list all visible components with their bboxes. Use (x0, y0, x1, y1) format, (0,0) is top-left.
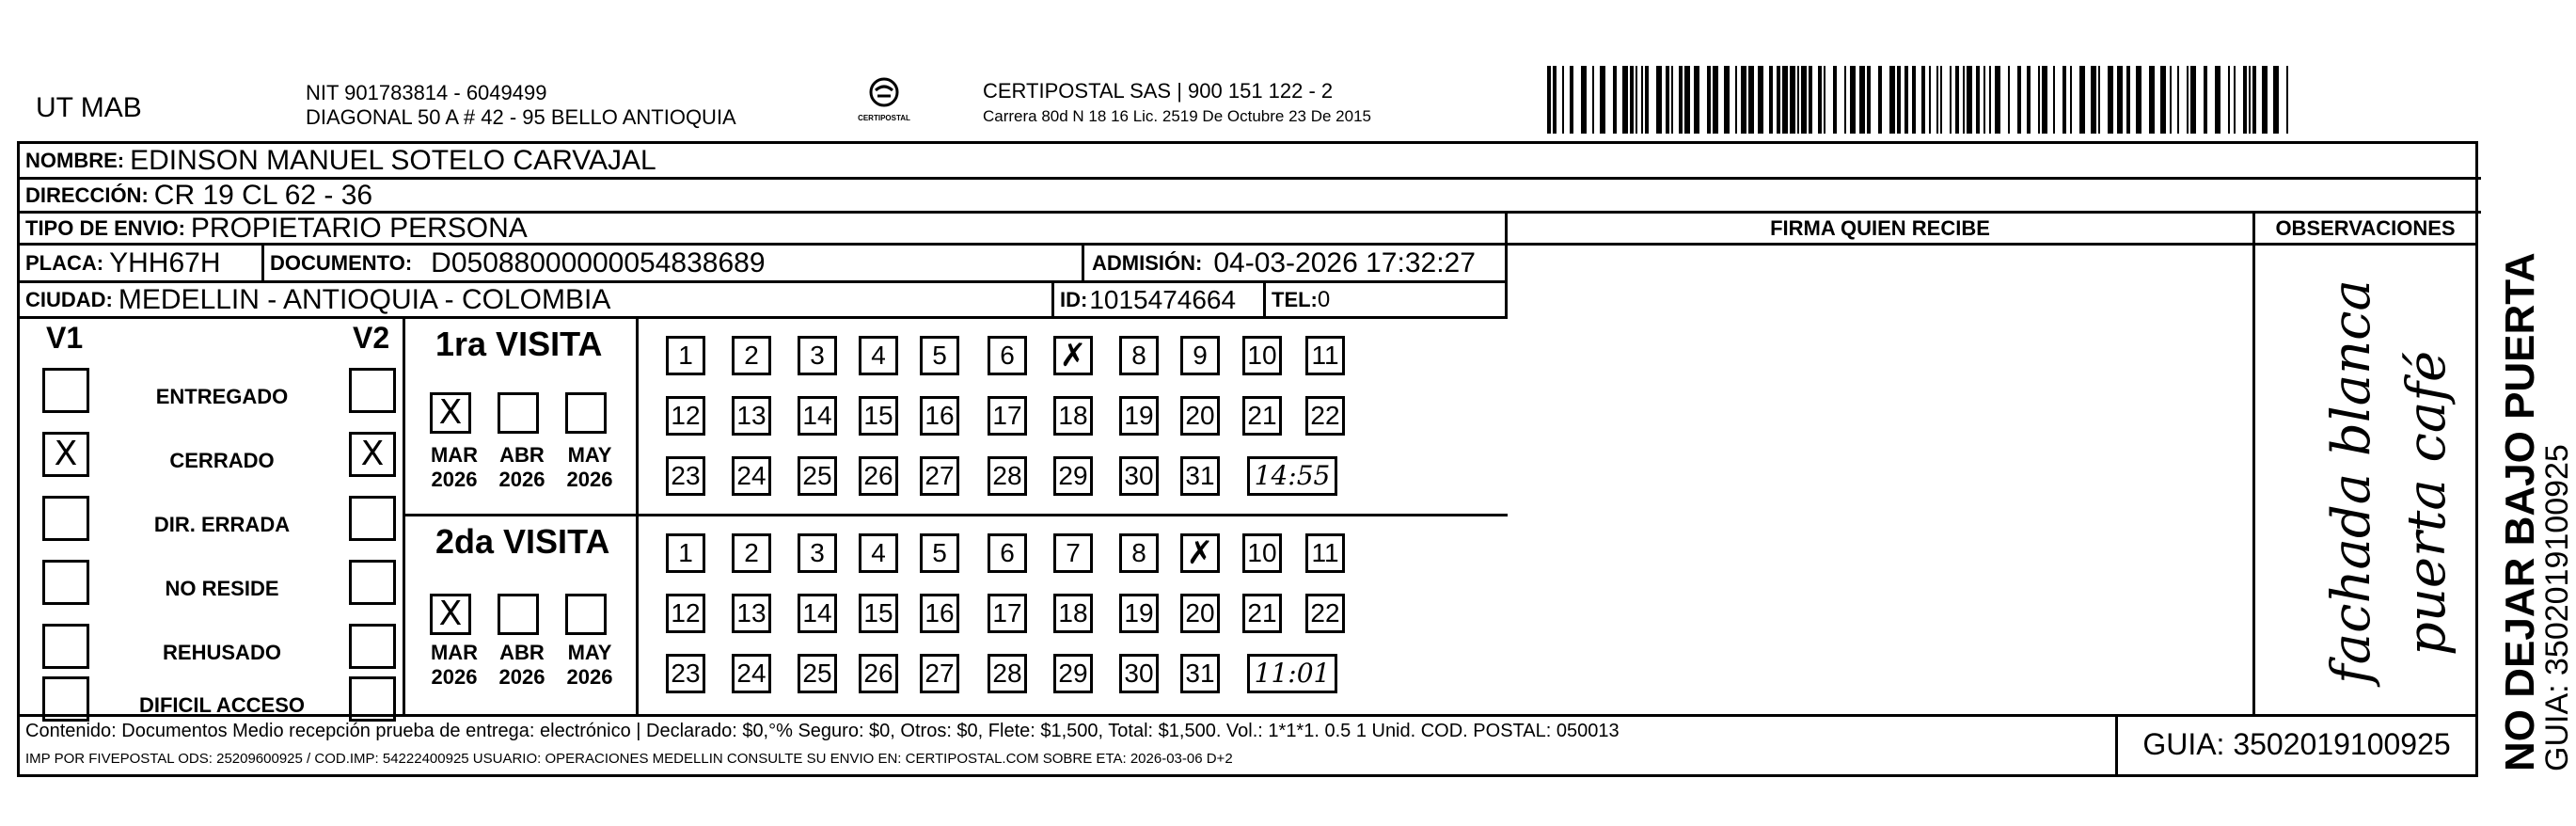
day-box[interactable]: 28 (988, 654, 1027, 693)
signature-header: FIRMA QUIEN RECIBE (1508, 214, 2252, 246)
day-box[interactable]: 31 (1180, 456, 1220, 496)
company-name: UT MAB (36, 92, 142, 123)
v1-checkbox[interactable] (42, 496, 89, 541)
admission-value: 04-03-2026 17:32:27 (1213, 246, 1476, 278)
month-name: MAY (567, 641, 612, 664)
day-box[interactable]: 15 (859, 594, 898, 633)
carrier-address: Carrera 80d N 18 16 Lic. 2519 De Octubre 23 De 2015 (983, 107, 1371, 125)
day-box[interactable]: 2 (732, 533, 771, 573)
certipostal-logo-icon (865, 77, 903, 109)
visit-time[interactable]: 11:01 (1247, 654, 1337, 693)
month-label (424, 443, 484, 492)
month-checkbox[interactable] (565, 392, 607, 434)
visits-panel (405, 319, 1508, 714)
day-box[interactable]: 12 (666, 396, 705, 436)
status-option-label: DIR. ERRADA (153, 513, 291, 536)
day-box[interactable]: 6 (988, 336, 1027, 375)
day-box[interactable]: 20 (1180, 594, 1220, 633)
plate-row: PLACA: YHH67H DOCUMENTO: D05088000000054838689 ADMISIÓN: 04-03-2026 17:32:27 (20, 246, 1508, 283)
status-option-label: REHUSADO (163, 641, 281, 664)
day-box[interactable]: 19 (1119, 396, 1159, 436)
month-year: 2026 (431, 468, 478, 491)
month-year: 2026 (566, 665, 613, 689)
day-box[interactable]: 1 (666, 533, 705, 573)
day-box[interactable]: 19 (1119, 594, 1159, 633)
day-box[interactable]: 11 (1305, 336, 1345, 375)
observation-line-2: puerta café (2396, 350, 2457, 656)
tel-value: 0 (1317, 286, 1331, 312)
day-box[interactable]: 4 (859, 533, 898, 573)
day-box[interactable]: ✗ (1180, 533, 1220, 573)
day-box[interactable]: 26 (859, 456, 898, 496)
month-checkbox[interactable] (498, 594, 539, 635)
carrier-name: CERTIPOSTAL SAS | 900 151 122 - 2 (983, 79, 1334, 103)
v2-label: V2 (353, 321, 390, 355)
day-box[interactable]: 13 (732, 594, 771, 633)
day-box[interactable]: 15 (859, 396, 898, 436)
address-row: DIRECCIÓN: CR 19 CL 62 - 36 (20, 180, 2481, 214)
month-checkbox[interactable] (565, 594, 607, 635)
day-box[interactable]: 27 (920, 456, 959, 496)
day-box[interactable]: 9 (1180, 336, 1220, 375)
plate-value: YHH67H (109, 246, 221, 278)
day-box[interactable]: 29 (1053, 456, 1093, 496)
day-box[interactable]: 24 (732, 654, 771, 693)
day-box[interactable]: 5 (920, 533, 959, 573)
name-row: NOMBRE: EDINSON MANUEL SOTELO CARVAJAL (20, 144, 2481, 180)
month-checkbox[interactable]: X (430, 392, 471, 434)
day-box[interactable]: 22 (1305, 396, 1345, 436)
month-name: MAY (567, 443, 612, 467)
day-box[interactable]: 3 (798, 533, 837, 573)
day-box[interactable]: ✗ (1053, 336, 1093, 375)
status-option-label: ENTREGADO (155, 385, 289, 408)
visit-month-panel (405, 516, 639, 714)
day-box[interactable]: 17 (988, 594, 1027, 633)
day-box[interactable]: 3 (798, 336, 837, 375)
day-box[interactable]: 7 (1053, 533, 1093, 573)
v1-checkbox[interactable] (42, 560, 89, 605)
day-box[interactable]: 18 (1053, 396, 1093, 436)
month-year: 2026 (498, 468, 545, 491)
barcode-icon (1547, 66, 2295, 134)
day-box[interactable]: 10 (1242, 336, 1282, 375)
shipping-form (17, 141, 2478, 777)
status-option-label: CERRADO (169, 449, 275, 472)
v1-checkbox[interactable] (42, 368, 89, 413)
day-box[interactable]: 24 (732, 456, 771, 496)
month-year: 2026 (566, 468, 613, 491)
signature-column (1508, 214, 2255, 714)
month-label (560, 443, 620, 492)
month-name: ABR (499, 443, 545, 467)
day-box[interactable]: 27 (920, 654, 959, 693)
day-box[interactable]: 23 (666, 654, 705, 693)
v2-checkbox[interactable] (349, 624, 396, 669)
day-box[interactable]: 1 (666, 336, 705, 375)
day-box[interactable]: 28 (988, 456, 1027, 496)
observation-line-1: fachada blanca (2321, 279, 2382, 684)
barcode (1547, 66, 2295, 134)
day-box[interactable]: 25 (798, 654, 837, 693)
visit-1 (405, 319, 1508, 516)
document-value: D05088000000054838689 (431, 246, 766, 278)
day-box[interactable]: 25 (798, 456, 837, 496)
month-label (492, 443, 552, 492)
day-box[interactable]: 26 (859, 654, 898, 693)
month-label (424, 641, 484, 690)
day-box[interactable]: 13 (732, 396, 771, 436)
v1-label: V1 (46, 321, 84, 355)
side-warning: NO DEJAR BAJO PUERTA (2497, 252, 2543, 771)
footer-guia: GUIA: 3502019100925 (2115, 717, 2475, 774)
city-row: CIUDAD: MEDELLIN - ANTIOQUIA - COLOMBIA ID: 1015474664 TEL: 0 (20, 283, 1508, 319)
day-box[interactable]: 22 (1305, 594, 1345, 633)
observations-column (2255, 214, 2475, 714)
day-box[interactable]: 18 (1053, 594, 1093, 633)
day-box[interactable]: 6 (988, 533, 1027, 573)
side-guia: GUIA: 3502019100925 (2539, 444, 2575, 771)
month-name: ABR (499, 641, 545, 664)
id-value: 1015474664 (1089, 284, 1237, 314)
month-year: 2026 (431, 665, 478, 689)
day-box[interactable]: 16 (920, 396, 959, 436)
v2-checkbox[interactable] (349, 496, 396, 541)
month-checkbox[interactable] (498, 392, 539, 434)
day-box[interactable]: 14 (798, 396, 837, 436)
footer (20, 714, 2475, 774)
footer-content: Contenido: Documentos Medio recepción prueba de entrega: electrónico | Declarado: $0,°% Seguro: $0, Otros: $0, Flete: $1,500, Total: $1,500. Vol.: 1*1*1. 0.5 1 Unid. COD. POSTAL: 050013 (25, 721, 1620, 741)
day-box[interactable]: 8 (1119, 336, 1159, 375)
company-address: DIAGONAL 50 A # 42 - 95 BELLO ANTIOQUIA (306, 105, 736, 129)
month-name: MAR (430, 443, 479, 467)
day-box[interactable]: 14 (798, 594, 837, 633)
visit-2 (405, 516, 1508, 714)
visit-title: 1ra VISITA (435, 325, 603, 363)
v1-checkbox[interactable]: X (42, 432, 89, 477)
day-box[interactable]: 30 (1119, 654, 1159, 693)
day-box[interactable]: 5 (920, 336, 959, 375)
day-box[interactable]: 11 (1305, 533, 1345, 573)
v2-checkbox[interactable] (349, 368, 396, 413)
day-box[interactable]: 8 (1119, 533, 1159, 573)
month-checkbox[interactable]: X (430, 594, 471, 635)
day-box[interactable]: 17 (988, 396, 1027, 436)
v2-checkbox[interactable]: X (349, 432, 396, 477)
recipient-name: EDINSON MANUEL SOTELO CARVAJAL (130, 144, 656, 176)
day-box[interactable]: 12 (666, 594, 705, 633)
company-nit: NIT 901783814 - 6049499 (306, 81, 547, 104)
status-option-label: NO RESIDE (165, 577, 279, 600)
status-option-label: DIFICIL ACCESO (138, 693, 305, 717)
day-box[interactable]: 21 (1242, 396, 1282, 436)
type-row: TIPO DE ENVIO: PROPIETARIO PERSONA (20, 214, 1508, 246)
day-box[interactable]: 4 (859, 336, 898, 375)
day-box[interactable]: 2 (732, 336, 771, 375)
status-panel (20, 319, 405, 717)
logo-text: CERTIPOSTAL (858, 114, 910, 122)
visit-month-panel (405, 319, 639, 514)
day-box[interactable]: 23 (666, 456, 705, 496)
day-box[interactable]: 10 (1242, 533, 1282, 573)
month-name: MAR (430, 641, 479, 664)
day-box[interactable]: 30 (1119, 456, 1159, 496)
certipostal-logo (856, 77, 912, 122)
day-box[interactable]: 20 (1180, 396, 1220, 436)
shipment-type: PROPIETARIO PERSONA (190, 212, 528, 244)
month-label (492, 641, 552, 690)
visit-time[interactable]: 14:55 (1247, 456, 1337, 496)
visit-title: 2da VISITA (435, 522, 610, 561)
v2-checkbox[interactable] (349, 560, 396, 605)
day-box[interactable]: 16 (920, 594, 959, 633)
day-box[interactable]: 21 (1242, 594, 1282, 633)
day-box[interactable]: 29 (1053, 654, 1093, 693)
observations-header: OBSERVACIONES (2255, 214, 2475, 246)
month-year: 2026 (498, 665, 545, 689)
city-value: MEDELLIN - ANTIOQUIA - COLOMBIA (118, 283, 611, 315)
v1-checkbox[interactable] (42, 624, 89, 669)
day-box[interactable]: 31 (1180, 654, 1220, 693)
footer-imp: IMP POR FIVEPOSTAL ODS: 25209600925 / COD.IMP: 54222400925 USUARIO: OPERACIONES MEDELLIN CONSULTE SU ENVIO EN: CERTIPOSTAL.COM SOBRE ETA: 2026-03-06 D+2 (25, 751, 1233, 767)
month-label (560, 641, 620, 690)
recipient-address: CR 19 CL 62 - 36 (153, 179, 373, 211)
